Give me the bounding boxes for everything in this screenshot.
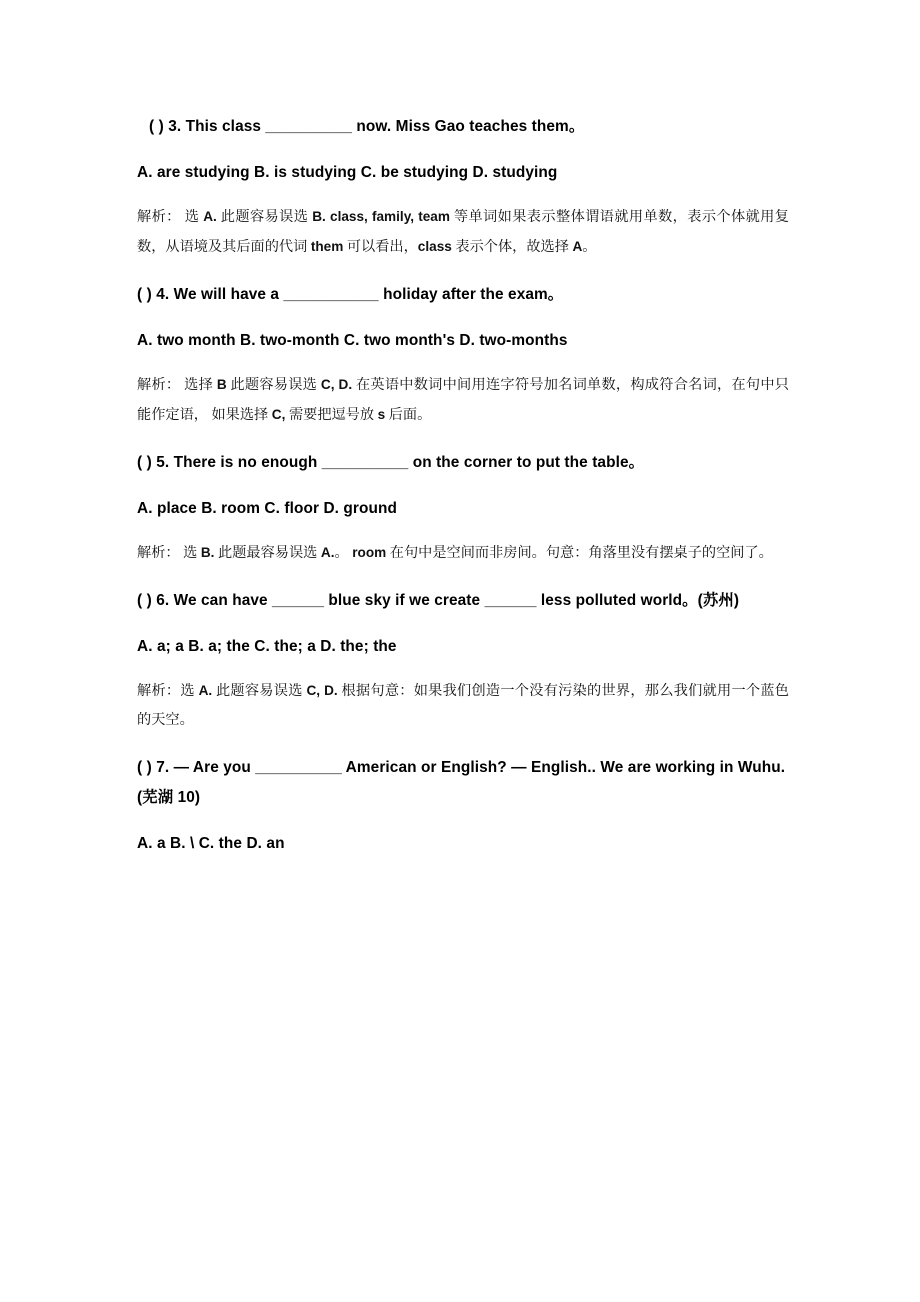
spacer <box>137 188 789 202</box>
explain-latin-fragment: C, <box>271 407 286 422</box>
explain-cjk-fragment: 在英语中数词中间用连字符号加名词单数，构成符合名词，在句中只能作定语， 如果选择 <box>137 377 789 423</box>
question-options-4: A. two month B. two-month C. two month's D. two-months <box>137 332 568 349</box>
spacer <box>137 616 789 632</box>
explain-latin-fragment: B. class, family, team <box>312 209 450 224</box>
explain-cjk-fragment: 解析：选 <box>137 683 199 699</box>
explain-latin-fragment: them <box>310 239 344 254</box>
explain-latin-fragment: B <box>216 377 227 392</box>
explain-cjk-fragment: 解析： 选 <box>137 209 204 225</box>
question-options-3: A. are studying B. is studying C. be studying D. studying <box>137 164 558 181</box>
explain-latin-fragment: room <box>352 545 387 560</box>
explain-latin-fragment: A. <box>320 545 335 560</box>
spacer <box>137 524 789 538</box>
question-block-7 <box>137 753 789 859</box>
explain-cjk-fragment: 可以看出， <box>343 239 418 255</box>
question-block-3 <box>137 112 789 262</box>
explain-cjk-fragment: 解析： 选择 <box>137 377 217 393</box>
explain-latin-fragment: C, D. <box>306 683 338 698</box>
explain-latin-fragment: s <box>377 407 386 422</box>
question-explanation-5 <box>137 538 789 568</box>
explain-cjk-fragment: 此题容易误选 <box>212 683 307 699</box>
explain-cjk-fragment: 需要把逗号放 <box>285 407 378 423</box>
explain-cjk-fragment: 表示个体，故选择 <box>451 239 573 255</box>
question-options-6: A. a; a B. a; the C. the; a D. the; the <box>137 638 397 655</box>
explain-cjk-fragment: 此题最容易误选 <box>214 545 321 561</box>
question-explanation-3 <box>137 202 789 262</box>
spacer <box>137 142 789 158</box>
explain-latin-fragment: A. <box>203 209 217 224</box>
question-block-4 <box>137 280 789 430</box>
spacer <box>137 662 789 676</box>
spacer <box>137 430 789 448</box>
question-block-5 <box>137 448 789 568</box>
question-stem-3: ( ) 3. This class __________ now. Miss Gao teaches them。 <box>149 118 585 135</box>
spacer <box>137 262 789 280</box>
explain-latin-fragment: A. <box>198 683 213 698</box>
question-explanation-4 <box>137 370 789 430</box>
spacer <box>137 735 789 753</box>
explain-cjk-fragment: 根据句意：如果我们创造一个没有污染的世界，那么我们就用一个蓝色的天空。 <box>137 683 789 728</box>
explain-cjk-fragment: 在句中是空间而非房间。句意：角落里没有摆桌子的空间了。 <box>386 545 773 561</box>
explain-cjk-fragment: 等单词如果表示整体谓语就用单数，表示个体就用复数，从语境及其后面的代词 <box>137 209 789 255</box>
question-options-5: A. place B. room C. floor D. ground <box>137 500 398 517</box>
explain-cjk-fragment: 解析： 选 <box>137 545 201 561</box>
explain-latin-fragment: C, D. <box>320 377 353 392</box>
explain-cjk-fragment: 此题容易误选 <box>216 209 313 225</box>
question-stem-4: ( ) 4. We will have a ___________ holiday after the exam。 <box>137 286 564 303</box>
question-stem-6: ( ) 6. We can have ______ blue sky if we create ______ less polluted world。(苏州) <box>137 592 740 609</box>
question-stem-7: ( ) 7. — Are you __________ American or English? — English.. We are working in Wuhu. (芜湖 10) <box>137 759 786 806</box>
spacer <box>137 478 789 494</box>
spacer <box>137 813 789 829</box>
question-block-6 <box>137 586 789 735</box>
spacer <box>137 568 789 586</box>
explain-cjk-fragment: 此题容易误选 <box>226 377 321 393</box>
explain-latin-fragment: class <box>417 239 452 254</box>
spacer <box>137 356 789 370</box>
question-options-7: A. a B. \ C. the D. an <box>137 835 285 852</box>
exercise-content <box>137 112 789 859</box>
explain-cjk-fragment: 。 <box>582 239 597 255</box>
explain-cjk-fragment: 。 <box>334 545 353 561</box>
question-stem-5: ( ) 5. There is no enough __________ on the corner to put the table。 <box>137 454 645 471</box>
explain-cjk-fragment: 后面。 <box>385 407 432 423</box>
explain-latin-fragment: B. <box>200 545 215 560</box>
explain-latin-fragment: A <box>572 239 583 254</box>
spacer <box>137 310 789 326</box>
question-explanation-6 <box>137 676 789 735</box>
